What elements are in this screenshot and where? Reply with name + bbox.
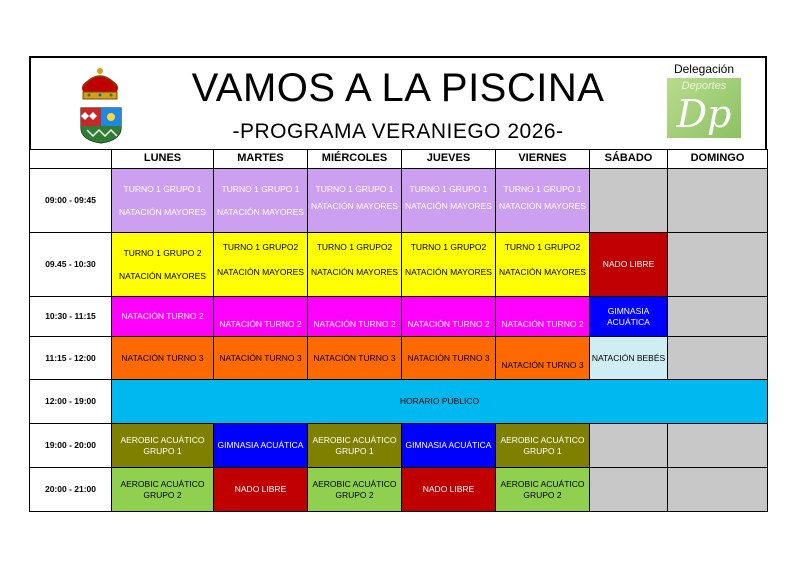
schedule-cell: AEROBIC ACUÁTICO GRUPO 1 [308,424,402,468]
table-row [30,380,768,424]
schedule-cell: NADO LIBRE [214,468,308,512]
schedule-cell [112,169,214,233]
cell-sublabel: TURNO 1 GRUPO 1 [503,183,582,194]
cell-label: NATACIÓN MAYORES [217,206,304,217]
empty-cell [668,297,768,337]
time-cell: 11:15 - 12:00 [30,337,112,380]
schedule-cell [214,169,308,233]
empty-cell [668,468,768,512]
cell-label: NATACIÓN MAYORES [499,200,586,211]
schedule-cell [496,233,590,297]
time-cell: 09.45 - 10:30 [30,233,112,297]
schedule-cell: GIMNASIA ACUÁTICA [402,424,496,468]
logo-top-text: Delegación [673,62,735,76]
page-subtitle: -PROGRAMA VERANIEGO 2026- [232,120,564,143]
logo-mark: Dp [676,92,732,136]
cell-sublabel: TURNO 1 GRUPO 1 [315,183,394,194]
schedule-cell: HORARIO PÚBLICO [112,380,768,424]
empty-cell [668,424,768,468]
schedule-cell: NADO LIBRE [590,233,668,297]
logo-sub-text: Deportes [681,80,727,92]
cell-label: NATACIÓN TURNO 3 [501,360,584,370]
cell-sublabel: TURNO 1 GRUPO2 [410,241,487,252]
table-row [30,297,768,337]
cell-sublabel: TURNO 1 GRUPO 1 [409,183,488,194]
schedule-cell [308,169,402,233]
schedule-table [29,149,768,512]
page-title: VAMOS A LA PISCINA [191,66,605,110]
cell-label: NATACIÓN MAYORES [119,270,206,281]
empty-cell [590,468,668,512]
schedule-cell: NATACIÓN TURNO 3 [112,337,214,380]
cell-label: NATACIÓN TURNO 2 [501,318,584,329]
time-cell: 20:00 - 21:00 [30,468,112,512]
empty-cell [668,169,768,233]
empty-cell [668,233,768,297]
cell-sublabel: TURNO 1 GRUPO 2 [123,247,202,258]
cell-sublabel: TURNO 1 GRUPO 1 [123,183,202,194]
cell-label: NATACIÓN MAYORES [405,266,492,277]
schedule-cell: NADO LIBRE [402,468,496,512]
logo-box [667,78,741,138]
table-row [30,424,768,468]
table-row [30,169,768,233]
schedule-cell [112,233,214,297]
schedule-cell [402,233,496,297]
empty-cell [590,424,668,468]
schedule-cell [402,297,496,337]
table-row [30,233,768,297]
time-cell: 10:30 - 11:15 [30,297,112,337]
cell-label: NATACIÓN MAYORES [217,266,304,277]
day-header: MIÉRCOLES [308,150,402,169]
schedule-cell: AEROBIC ACUÁTICO GRUPO 1 [112,424,214,468]
cell-sublabel: TURNO 1 GRUPO2 [222,241,299,252]
schedule-cell [214,233,308,297]
schedule-cell: NATACIÓN TURNO 3 [402,337,496,380]
schedule-cell [496,169,590,233]
schedule-cell: NATACIÓN TURNO 3 [214,337,308,380]
cell-label: NATACIÓN TURNO 2 [313,318,396,329]
schedule-cell [214,297,308,337]
cell-label: NATACIÓN MAYORES [311,200,398,211]
cell-sublabel: TURNO 1 GRUPO 1 [221,183,300,194]
schedule-frame [29,56,767,511]
schedule-cell: AEROBIC ACUÁTICO GRUPO 2 [496,468,590,512]
header-row [30,150,768,169]
schedule-cell: NATACIÓN TURNO 2 [112,297,214,337]
day-header: DOMINGO [668,150,768,169]
schedule-cell [496,337,590,380]
schedule-cell: NATACIÓN BEBÉS [590,337,668,380]
schedule-cell [402,169,496,233]
cell-label: NATACIÓN MAYORES [311,266,398,277]
schedule-cell: AEROBIC ACUÁTICO GRUPO 1 [496,424,590,468]
corner-cell [30,150,112,169]
schedule-cell: GIMNASIA ACUÁTICA [590,297,668,337]
day-header: MARTES [214,150,308,169]
day-header: SÁBADO [590,150,668,169]
time-cell: 09:00 - 09:45 [30,169,112,233]
cell-sublabel: TURNO 1 GRUPO2 [316,241,393,252]
cell-label: NATACIÓN TURNO 2 [219,318,302,329]
cell-sublabel: TURNO 1 GRUPO2 [504,241,581,252]
schedule-cell [496,297,590,337]
day-header: LUNES [112,150,214,169]
schedule-cell [308,297,402,337]
time-cell: 12:00 - 19:00 [30,380,112,424]
cell-label: NATACIÓN MAYORES [119,206,206,217]
cell-label: NATACIÓN TURNO 2 [407,318,490,329]
table-row [30,468,768,512]
schedule-cell: AEROBIC ACUÁTICO GRUPO 2 [308,468,402,512]
schedule-cell: GIMNASIA ACUÁTICA [214,424,308,468]
time-cell: 19:00 - 20:00 [30,424,112,468]
empty-cell [668,337,768,380]
schedule-cell [308,233,402,297]
delegacion-deportes-logo [659,60,749,142]
schedule-cell: NATACIÓN TURNO 3 [308,337,402,380]
day-header: JUEVES [402,150,496,169]
table-row [30,337,768,380]
cell-label: NATACIÓN MAYORES [499,266,586,277]
empty-cell [590,169,668,233]
header [31,58,765,149]
cell-label: NATACIÓN MAYORES [405,200,492,211]
schedule-cell: AEROBIC ACUÁTICO GRUPO 2 [112,468,214,512]
day-header: VIERNES [496,150,590,169]
